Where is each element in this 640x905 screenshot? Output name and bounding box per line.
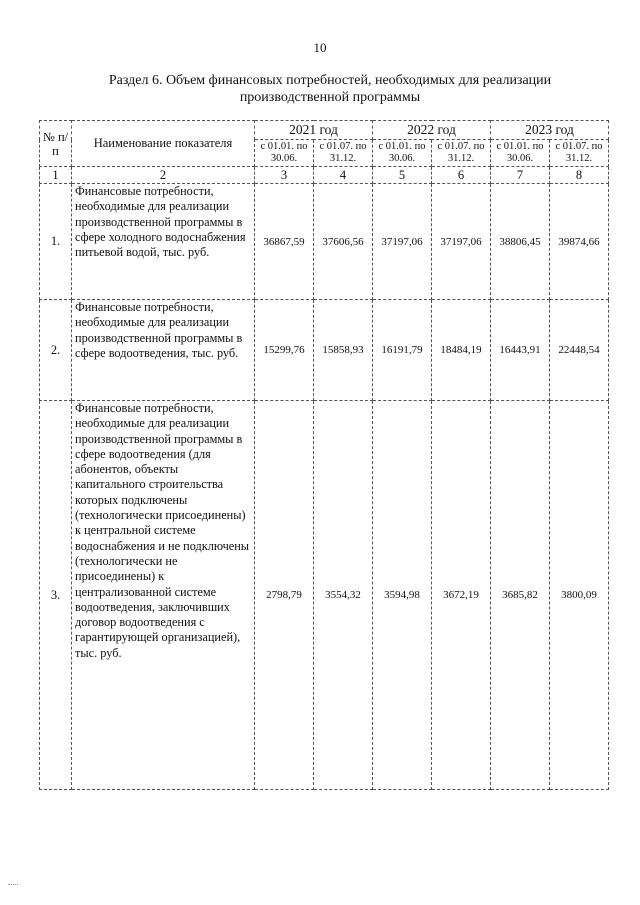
period-header: с 01.07. по 31.12.: [550, 140, 609, 167]
year-header: 2023 год: [491, 121, 609, 140]
value-cell: 36867,59: [255, 184, 314, 300]
column-index: 7: [491, 167, 550, 184]
col-header-no: № п/п: [40, 121, 72, 167]
col-header-name: Наименование показателя: [72, 121, 255, 167]
value-cell: 18484,19: [432, 300, 491, 401]
year-header: 2021 год: [255, 121, 373, 140]
value-cell: 38806,45: [491, 184, 550, 300]
value-cell: 37197,06: [373, 184, 432, 300]
table-row: [40, 184, 609, 300]
value-cell: 3554,32: [314, 401, 373, 790]
indicator-name: Финансовые потребности, необходимые для реализации производственной программы в сфере водоотведения, тыс. руб.: [72, 300, 255, 401]
period-header: с 01.01. по 30.06.: [373, 140, 432, 167]
title-line-2: производственной программы: [239, 90, 421, 105]
row-number: 1.: [40, 184, 72, 300]
indicator-name: Финансовые потребности, необходимые для реализации производственной программы в сфере водоотведения (для абонентов, объекты капитального строительства которых подключены (технологически присоединены) к центральной системе водоснабжения и не подключены (технологически не присоединены) к централизованной системе водоотведения, заключивших договор водоотведения с гарантирующей организацией), тыс. руб.: [72, 401, 255, 790]
column-index: 3: [255, 167, 314, 184]
column-index: 1: [40, 167, 72, 184]
value-cell: 16191,79: [373, 300, 432, 401]
period-header: с 01.07. по 31.12.: [314, 140, 373, 167]
column-index: 5: [373, 167, 432, 184]
value-cell: 15858,93: [314, 300, 373, 401]
value-cell: 3685,82: [491, 401, 550, 790]
value-cell: 15299,76: [255, 300, 314, 401]
value-cell: 22448,54: [550, 300, 609, 401]
value-cell: 3672,19: [432, 401, 491, 790]
value-cell: 37606,56: [314, 184, 373, 300]
value-cell: 3594,98: [373, 401, 432, 790]
scan-mark: [8, 884, 18, 886]
page-number: 10: [313, 40, 327, 55]
column-index: 8: [550, 167, 609, 184]
value-cell: 3800,09: [550, 401, 609, 790]
column-index: 4: [314, 167, 373, 184]
period-header: с 01.07. по 31.12.: [432, 140, 491, 167]
period-header: с 01.01. по 30.06.: [255, 140, 314, 167]
value-cell: 2798,79: [255, 401, 314, 790]
table-row: [40, 300, 609, 401]
table-row: [40, 401, 609, 790]
row-number: 3.: [40, 401, 72, 790]
year-header: 2022 год: [373, 121, 491, 140]
value-cell: 16443,91: [491, 300, 550, 401]
column-index: 2: [72, 167, 255, 184]
row-number: 2.: [40, 300, 72, 401]
value-cell: 39874,66: [550, 184, 609, 300]
period-header: с 01.01. по 30.06.: [491, 140, 550, 167]
value-cell: 37197,06: [432, 184, 491, 300]
financial-needs-table: [39, 120, 609, 790]
title-line-1: Раздел 6. Объем финансовых потребностей, необходимых для реализации: [108, 73, 552, 88]
indicator-name: Финансовые потребности, необходимые для реализации производственной программы в сфере холодного водоснабжения питьевой водой, тыс. руб.: [72, 184, 255, 300]
section-title: [60, 72, 600, 106]
column-index: 6: [432, 167, 491, 184]
